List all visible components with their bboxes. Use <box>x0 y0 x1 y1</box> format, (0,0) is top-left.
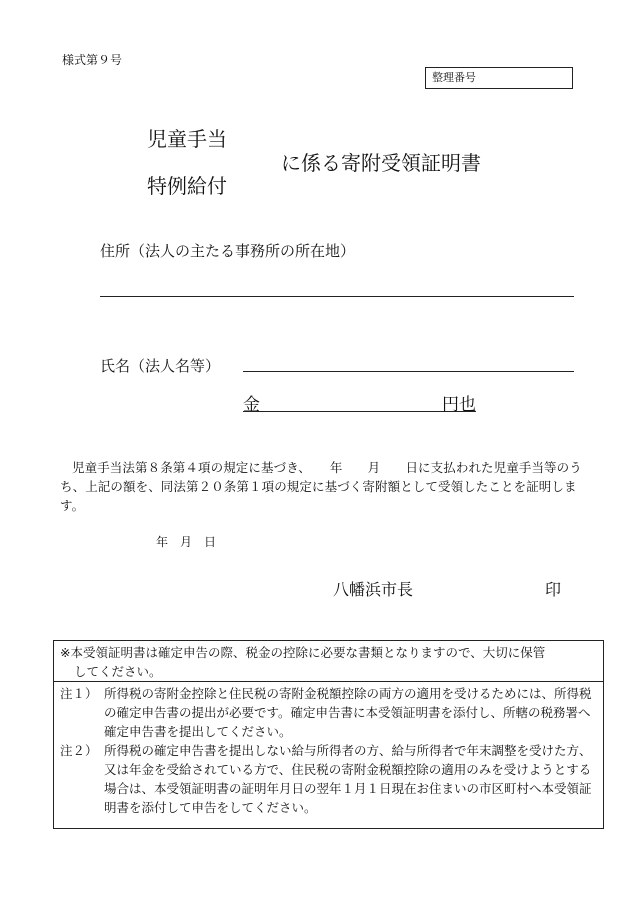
name-field-line[interactable] <box>243 371 574 372</box>
seal-mark: 印 <box>545 580 562 599</box>
notes-box <box>53 640 604 829</box>
seiri-number-box[interactable] <box>425 67 573 89</box>
amount-field[interactable] <box>243 390 476 415</box>
note-2 <box>60 741 600 817</box>
note-2-marker: 注２） <box>60 743 98 758</box>
amount-prefix: 金 <box>243 395 260 415</box>
certification-date: 年 月 日 <box>156 535 217 549</box>
address-label: 住所（法人の主たる事務所の所在地） <box>100 242 356 260</box>
issuer-name: 八幡浜市長 <box>333 580 414 599</box>
title-line-special-benefit: 特例給付 <box>147 174 227 198</box>
title-line-child-allowance: 児童手当 <box>147 127 227 151</box>
note-2-text: 所得税の確定申告書を提出しない給与所得者の方、給与所得者で年末調整を受けた方、又は年金を受給されている方で、住民税の寄附金税額控除の適用のみを受けようとする場合は、本受領証明書の証明年月日の翌年１月１日現在お住まいの市区町村へ本受領証明書を添付して申告をしてください。 <box>104 743 592 815</box>
amount-suffix: 円也 <box>442 395 476 415</box>
notes-main <box>60 643 598 681</box>
note-1 <box>60 684 600 741</box>
certification-statement: 児童手当法第８条第４項の規定に基づき、 年 月 日に支払われた児童手当等のうち、上記の額を、同法第２０条第１項の規定に基づく寄附額として受領したことを証明します。 <box>60 460 582 513</box>
name-label: 氏名（法人名等） <box>100 357 221 375</box>
form-number: 様式第９号 <box>62 53 123 67</box>
notes-main-line1: ※本受領証明書は確定申告の際、税金の控除に必要な書類となりますので、大切に保管 <box>60 645 546 660</box>
note-1-text: 所得税の寄附金控除と住民税の寄附金税額控除の両方の適用を受けるためには、所得税の確定申告書の提出が必要です。確定申告書に本受領証明書を添付し、所轄の税務署へ確定申告書を提出してください。 <box>104 686 592 739</box>
address-field-line[interactable] <box>100 296 574 297</box>
document-title: に係る寄附受領証明書 <box>281 151 481 175</box>
note-1-marker: 注１） <box>60 686 98 701</box>
notes-divider <box>54 681 603 682</box>
notes-main-line2: してください。 <box>74 664 162 679</box>
seiri-number-label: 整理番号 <box>432 71 476 84</box>
